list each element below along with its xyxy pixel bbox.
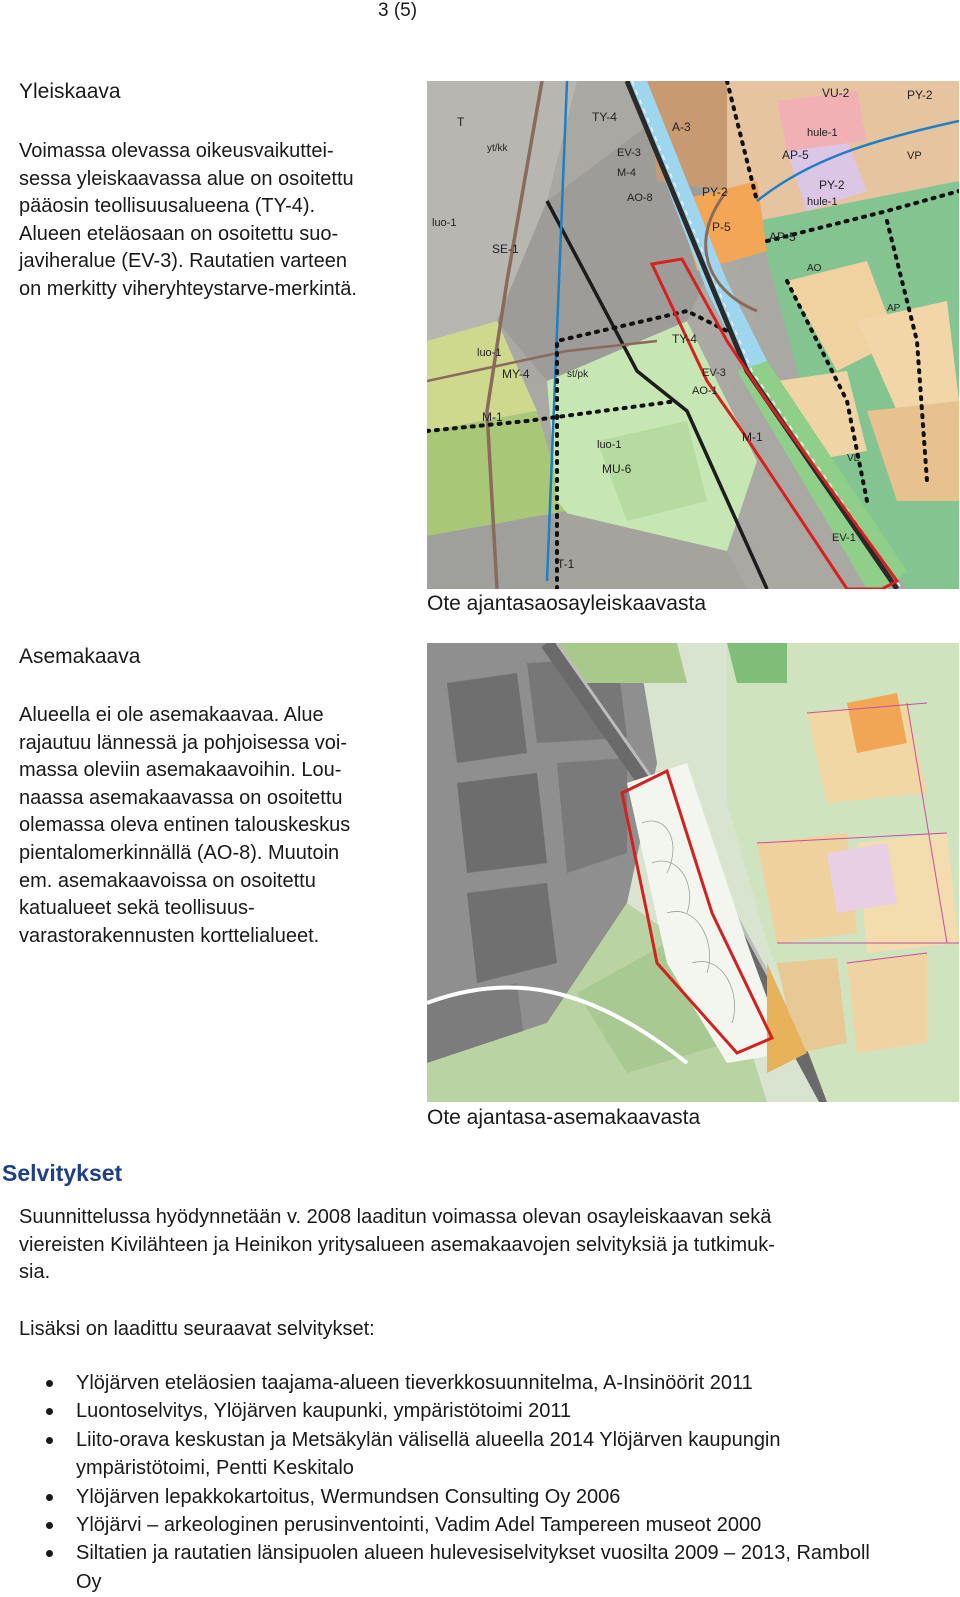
- map-label: PY-2: [702, 185, 728, 199]
- asemakaava-line: varastorakennusten korttelialueet.: [19, 924, 320, 947]
- yleiskaava-heading: Yleiskaava: [19, 80, 121, 103]
- asemakaava-line: em. asemakaavoissa on osoitettu: [19, 869, 316, 892]
- list-item: Liito-orava keskustan ja Metsäkylän välisellä alueella 2014 Ylöjärven kaupungin ympäristötoimi, Pentti Keskitalo: [0, 1426, 876, 1483]
- map-label: EV-3: [702, 367, 726, 379]
- yleiskaava-line: Voimassa olevassa oikeusvaikuttei-: [19, 140, 334, 162]
- master-plan-map-graphic: [427, 81, 959, 589]
- yleiskaava-paragraph: [19, 138, 357, 304]
- map-label: luo-1: [477, 347, 502, 359]
- map-label: T-1: [557, 557, 575, 571]
- map-label: AP-5: [769, 230, 796, 244]
- zoning-plan-map-caption: Ote ajantasa-asemakaavasta: [427, 1106, 701, 1129]
- map-label: M-1: [482, 410, 503, 424]
- asemakaava-line: massa oleviin asemakaavoihin. Lou-: [19, 759, 342, 782]
- map-label: SE-1: [492, 242, 519, 256]
- selvitykset-list: [0, 1369, 876, 1596]
- map-label: AP: [887, 303, 901, 314]
- asemakaava-paragraph: [19, 702, 350, 950]
- map-label: PY-2: [907, 88, 933, 102]
- selvitykset-heading: Selvitykset: [2, 1160, 123, 1186]
- selvitykset-line: viereisten Kivilähteen ja Heinikon yritysalueen asemakaavojen selvityksiä ja tutkimuk-: [19, 1233, 775, 1256]
- map-label: A-3: [672, 120, 691, 134]
- zoning-plan-map-graphic: [427, 643, 959, 1102]
- map-label: T: [457, 115, 465, 129]
- map-label: PY-2: [819, 178, 845, 192]
- map-label: MY-4: [502, 367, 530, 381]
- zoning-plan-map: [427, 643, 959, 1102]
- master-plan-map: [427, 81, 959, 589]
- map-label: st/pk: [567, 369, 589, 380]
- map-label: VL: [847, 453, 860, 464]
- yleiskaava-line: javiheralue (EV-3). Rautatien varteen: [19, 250, 347, 273]
- map-label: VU-2: [822, 86, 850, 100]
- map-label: TY-4: [672, 332, 697, 346]
- map-label: M-4: [617, 167, 636, 179]
- selvitykset-line: sia.: [19, 1261, 51, 1284]
- map-label: luo-1: [597, 439, 622, 451]
- asemakaava-line: katualueet sekä teollisuus-: [19, 897, 255, 920]
- list-item: Siltatien ja rautatien länsipuolen alueen hulevesiselvitykset vuosilta 2009 – 2013, Ramboll Oy: [0, 1539, 876, 1596]
- page-number: 3 (5): [378, 0, 418, 21]
- master-plan-map-caption: Ote ajantasaosayleiskaavasta: [427, 592, 706, 615]
- asemakaava-heading: Asemakaava: [19, 645, 141, 668]
- map-label: AO-8: [627, 192, 653, 204]
- yleiskaava-line: on merkitty viheryhteystarve-merkintä.: [19, 277, 357, 300]
- map-label: MU-6: [602, 462, 632, 476]
- map-label: TY-4: [592, 110, 617, 124]
- map-label: AO-1: [692, 385, 718, 397]
- asemakaava-line: olemassa oleva entinen talouskeskus: [19, 814, 351, 837]
- selvitykset-intro: Lisäksi on laadittu seuraavat selvitykset:: [19, 1318, 375, 1340]
- asemakaava-line: Alueella ei ole asemakaavaa. Alue: [19, 704, 324, 726]
- map-label: EV-1: [832, 532, 856, 544]
- list-item: Ylöjärven lepakkokartoitus, Wermundsen Consulting Oy 2006: [0, 1483, 876, 1511]
- list-item: Ylöjärvi – arkeologinen perusinventointi, Vadim Adel Tampereen museot 2000: [0, 1511, 876, 1539]
- map-label: EV-3: [617, 147, 641, 159]
- map-label: M-1: [742, 430, 763, 444]
- list-item: Luontoselvitys, Ylöjärven kaupunki, ympäristötoimi 2011: [0, 1397, 876, 1425]
- map-label: hule-1: [807, 127, 838, 139]
- map-label: P-5: [712, 220, 731, 234]
- map-label: yt/kk: [487, 143, 508, 154]
- asemakaava-line: naassa asemakaavassa on osoitettu: [19, 786, 343, 809]
- yleiskaava-line: Alueen eteläosaan on osoitettu suo-: [19, 222, 339, 245]
- asemakaava-line: pientalomerkinnällä (AO-8). Muutoin: [19, 841, 340, 864]
- yleiskaava-line: pääosin teollisuusalueena (TY-4).: [19, 195, 316, 218]
- asemakaava-line: rajautuu lännessä ja pohjoisessa voi-: [19, 731, 347, 754]
- map-label: AP-5: [782, 148, 809, 162]
- map-label: VP: [907, 150, 922, 162]
- map-label: hule-1: [807, 196, 838, 208]
- yleiskaava-line: sessa yleiskaavassa alue on osoitettu: [19, 167, 354, 190]
- map-label: luo-1: [432, 217, 457, 229]
- selvitykset-line: Suunnittelussa hyödynnetään v. 2008 laaditun voimassa olevan osayleiskaavan sekä: [19, 1206, 772, 1228]
- map-label: AO: [807, 263, 822, 274]
- list-item: Ylöjärven eteläosien taajama-alueen tieverkkosuunnitelma, A-Insinöörit 2011: [0, 1369, 876, 1397]
- selvitykset-paragraph: [19, 1204, 775, 1287]
